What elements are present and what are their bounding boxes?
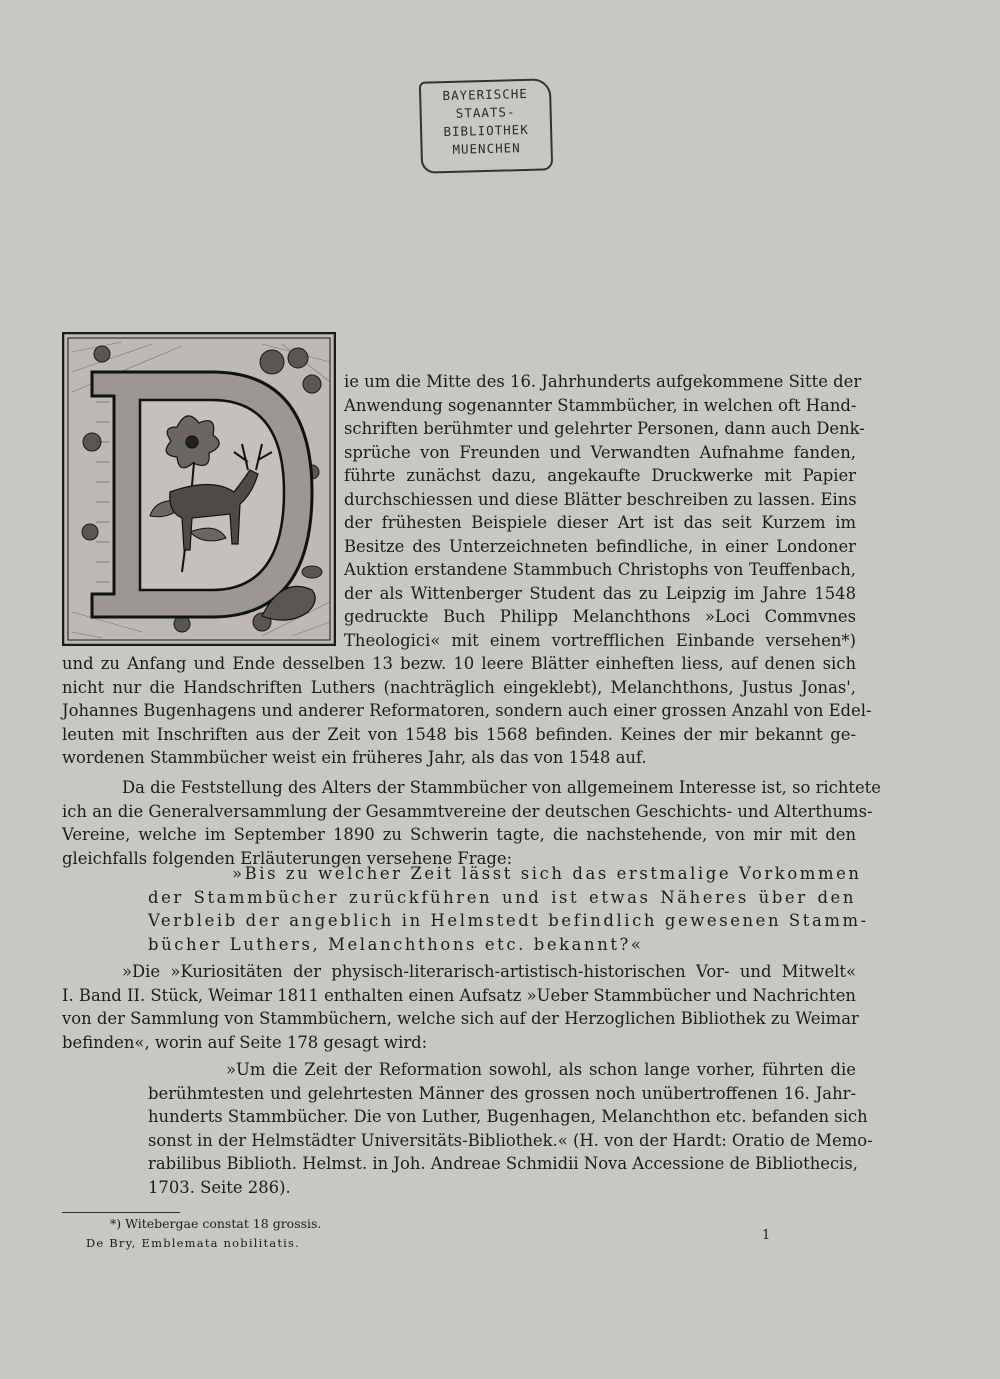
text-line: schriften berühmter und gelehrter Personen, dann auch Denk-: [344, 419, 865, 438]
text-line: gedruckte Buch Philipp Melanchthons »Loci Commvnes: [344, 607, 856, 626]
text-line: »Bis zu welcher Zeit lässt sich das erstmalige Vorkommen: [232, 864, 862, 883]
text-line: wordenen Stammbücher weist ein früheres Jahr, als das von 1548 auf.: [62, 748, 647, 767]
text-line: ie um die Mitte des 16. Jahrhunderts aufgekommene Sitte der: [344, 372, 862, 391]
text-line: sprüche von Freunden und Verwandten Aufnahme fanden,: [344, 442, 856, 462]
text-line: befinden«, worin auf Seite 178 gesagt wird:: [62, 1032, 428, 1052]
text-line: sonst in der Helmstädter Universitäts-Bibliothek.« (H. von der Hardt: Oratio de Memo-: [148, 1130, 873, 1150]
text-line: Auktion erstandene Stammbuch Christophs von Teuffenbach,: [344, 560, 856, 579]
text-line: Johannes Bugenhagens und anderer Reformatoren, sondern auch einer grossen Anzahl von Edel-: [62, 701, 872, 720]
text-line: und zu Anfang und Ende desselben 13 bezw. 10 leere Blätter einheften liess, auf denen sich: [62, 654, 856, 673]
text-line: »Die »Kuriositäten der physisch-literarisch-artistisch-historischen Vor- und Mitwelt«: [122, 962, 856, 981]
text-line: ich an die Generalversammlung der Gesammtvereine der deutschen Geschichts- und Alterthums-: [62, 801, 873, 821]
quoted-question: [148, 862, 869, 956]
text-line: von der Sammlung von Stammbüchern, welche sich auf der Herzoglichen Bibliothek zu Weimar: [62, 1009, 859, 1028]
text-line: I. Band II. Stück, Weimar 1811 enthalten einen Aufsatz »Ueber Stammbücher und Nachrichten: [62, 985, 856, 1005]
text-line: Da die Feststellung des Alters der Stammbücher von allgemeinem Interesse ist, so richtete: [122, 778, 881, 797]
text-line: nicht nur die Handschriften Luthers (nachträglich eingeklebt), Melanchthons, Justus Jonas',: [62, 677, 856, 697]
footnote: *) Witebergae constat 18 grossis.: [110, 1216, 322, 1231]
paragraph-2: [62, 776, 881, 870]
text-line: rabilibus Biblioth. Helmst. in Joh. Andreae Schmidii Nova Accessione de Bibliothecis,: [148, 1154, 859, 1173]
text-line: Besitze des Unterzeichneten befindliche, in einer Londoner: [344, 536, 856, 556]
text-line: Vereine, welche im September 1890 zu Schwerin tagte, die nachstehende, von mir mit den: [62, 825, 856, 844]
text-line: hunderts Stammbücher. Die von Luther, Bugenhagen, Melanchthon etc. befanden sich: [148, 1107, 868, 1126]
text-line: berühmtesten und gelehrtesten Männer des grossen noch unübertroffenen 16. Jahr-: [148, 1083, 856, 1103]
text-line: durchschiessen und diese Blätter beschreiben zu lassen. Eins: [344, 489, 857, 509]
text-line: der als Wittenberger Student das zu Leipzig im Jahre 1548: [344, 583, 856, 603]
quoted-passage: [148, 1058, 873, 1199]
paragraph-1-right-column: [344, 370, 865, 652]
text-line: Theologici« mit einem vortrefflichen Einbande versehen*): [344, 630, 856, 650]
text-line: gleichfalls folgenden Erläuterungen versehene Frage:: [62, 848, 513, 868]
stamp-line: MUENCHEN: [452, 140, 521, 157]
stamp-line: BIBLIOTHEK: [443, 121, 529, 140]
text-line: »Um die Zeit der Reformation sowohl, als schon lange vorher, führten die: [226, 1060, 856, 1079]
text-line: Verbleib der angeblich in Helmstedt befindlich gewesenen Stamm-: [148, 911, 869, 930]
paragraph-1-continued: [62, 652, 872, 770]
footnote-divider: [62, 1212, 180, 1213]
text-line: der frühesten Beispiele dieser Art ist das seit Kurzem im: [344, 513, 856, 532]
stamp-line: BAYERISCHE: [442, 85, 528, 104]
text-line: führte zunächst dazu, angekaufte Druckwerke mit Papier: [344, 466, 856, 485]
page-number: 1: [762, 1228, 771, 1243]
text-line: bücher Luthers, Melanchthons etc. bekannt?«: [148, 934, 644, 954]
text-line: Anwendung sogenannter Stammbücher, in welchen oft Hand-: [344, 395, 857, 415]
stamp-line: STAATS-: [455, 104, 516, 121]
text-line: 1703. Seite 286).: [148, 1177, 291, 1197]
text-line: der Stammbücher zurückführen und ist etwas Näheres über den: [148, 887, 856, 907]
text-line: leuten mit Inschriften aus der Zeit von 1548 bis 1568 befinden. Keines der mir bekannt ge-: [62, 724, 856, 744]
decorated-initial-d-icon: [62, 332, 336, 646]
image-credit: De Bry, Emblemata nobilitatis.: [86, 1236, 301, 1250]
library-stamp: [419, 78, 553, 173]
paragraph-3: [62, 960, 859, 1054]
